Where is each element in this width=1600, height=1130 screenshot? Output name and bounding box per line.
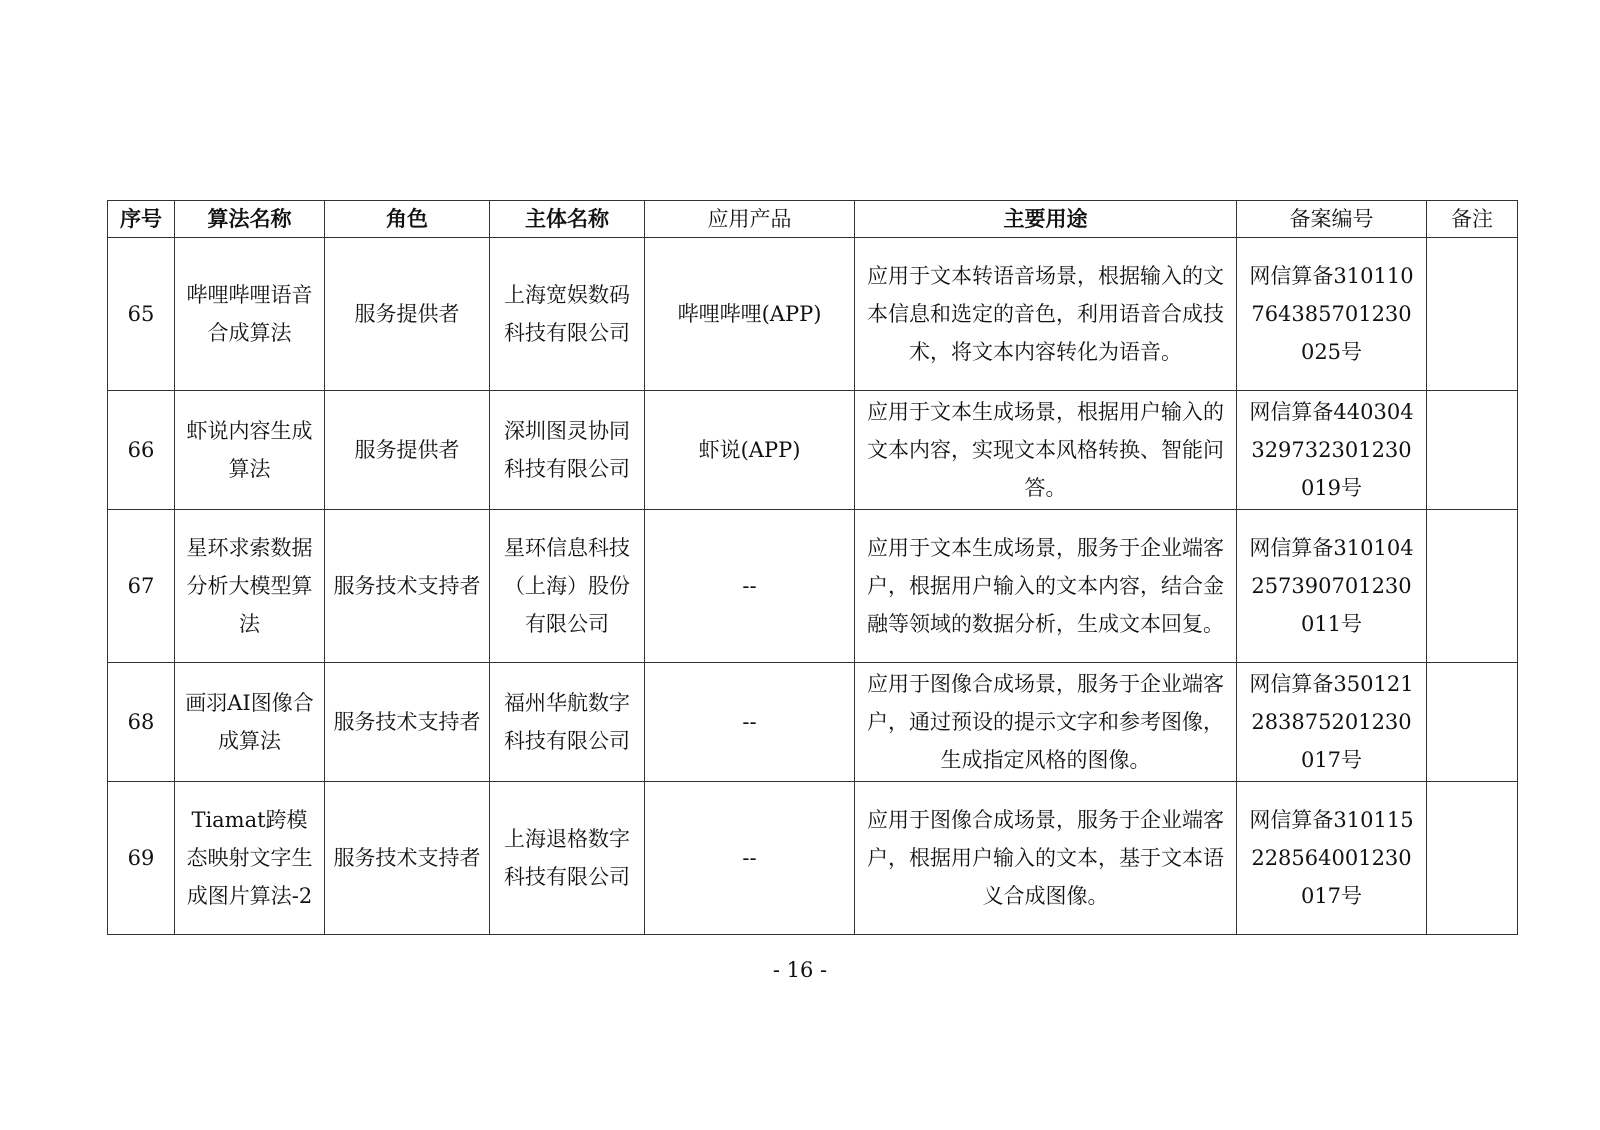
cell-algorithm-name: 星环求索数据分析大模型算法 <box>175 510 325 663</box>
table-row <box>108 510 1518 663</box>
algorithm-filing-table <box>107 200 1518 935</box>
cell-index: 69 <box>108 782 175 935</box>
table-header <box>108 201 1518 238</box>
cell-remark <box>1427 391 1518 510</box>
cell-entity-name: 上海宽娱数码科技有限公司 <box>490 238 645 391</box>
header-role: 角色 <box>325 201 490 238</box>
cell-filing-number: 网信算备310104257390701230011号 <box>1237 510 1427 663</box>
cell-product: -- <box>645 782 855 935</box>
cell-product: 哔哩哔哩(APP) <box>645 238 855 391</box>
cell-product: 虾说(APP) <box>645 391 855 510</box>
table-row <box>108 238 1518 391</box>
cell-entity-name: 深圳图灵协同科技有限公司 <box>490 391 645 510</box>
cell-remark <box>1427 238 1518 391</box>
header-row <box>108 201 1518 238</box>
table-row <box>108 663 1518 782</box>
cell-filing-number: 网信算备310115228564001230017号 <box>1237 782 1427 935</box>
cell-usage: 应用于文本生成场景，服务于企业端客户，根据用户输入的文本内容，结合金融等领域的数据分析，生成文本回复。 <box>855 510 1237 663</box>
cell-entity-name: 星环信息科技（上海）股份有限公司 <box>490 510 645 663</box>
cell-filing-number: 网信算备440304329732301230019号 <box>1237 391 1427 510</box>
cell-role: 服务技术支持者 <box>325 663 490 782</box>
cell-remark <box>1427 510 1518 663</box>
cell-filing-number: 网信算备350121283875201230017号 <box>1237 663 1427 782</box>
cell-role: 服务提供者 <box>325 391 490 510</box>
header-filing-number: 备案编号 <box>1237 201 1427 238</box>
cell-algorithm-name: 虾说内容生成算法 <box>175 391 325 510</box>
header-remark: 备注 <box>1427 201 1518 238</box>
cell-index: 66 <box>108 391 175 510</box>
cell-index: 68 <box>108 663 175 782</box>
cell-usage: 应用于图像合成场景，服务于企业端客户，根据用户输入的文本，基于文本语义合成图像。 <box>855 782 1237 935</box>
page-number: - 16 - <box>772 958 828 982</box>
cell-usage: 应用于图像合成场景，服务于企业端客户，通过预设的提示文字和参考图像，生成指定风格的图像。 <box>855 663 1237 782</box>
cell-usage: 应用于文本转语音场景，根据输入的文本信息和选定的音色，利用语音合成技术，将文本内容转化为语音。 <box>855 238 1237 391</box>
header-usage: 主要用途 <box>855 201 1237 238</box>
cell-index: 67 <box>108 510 175 663</box>
cell-role: 服务技术支持者 <box>325 510 490 663</box>
header-algorithm-name: 算法名称 <box>175 201 325 238</box>
cell-algorithm-name: 画羽AI图像合成算法 <box>175 663 325 782</box>
cell-product: -- <box>645 510 855 663</box>
table-row <box>108 782 1518 935</box>
cell-product: -- <box>645 663 855 782</box>
cell-entity-name: 上海退格数字科技有限公司 <box>490 782 645 935</box>
header-product: 应用产品 <box>645 201 855 238</box>
cell-usage: 应用于文本生成场景，根据用户输入的文本内容，实现文本风格转换、智能问答。 <box>855 391 1237 510</box>
cell-filing-number: 网信算备310110764385701230025号 <box>1237 238 1427 391</box>
cell-role: 服务提供者 <box>325 238 490 391</box>
cell-remark <box>1427 782 1518 935</box>
cell-index: 65 <box>108 238 175 391</box>
table-body <box>108 238 1518 935</box>
cell-role: 服务技术支持者 <box>325 782 490 935</box>
cell-algorithm-name: Tiamat跨模态映射文字生成图片算法-2 <box>175 782 325 935</box>
table-row <box>108 391 1518 510</box>
cell-entity-name: 福州华航数字科技有限公司 <box>490 663 645 782</box>
header-index: 序号 <box>108 201 175 238</box>
cell-algorithm-name: 哔哩哔哩语音合成算法 <box>175 238 325 391</box>
cell-remark <box>1427 663 1518 782</box>
header-entity-name: 主体名称 <box>490 201 645 238</box>
